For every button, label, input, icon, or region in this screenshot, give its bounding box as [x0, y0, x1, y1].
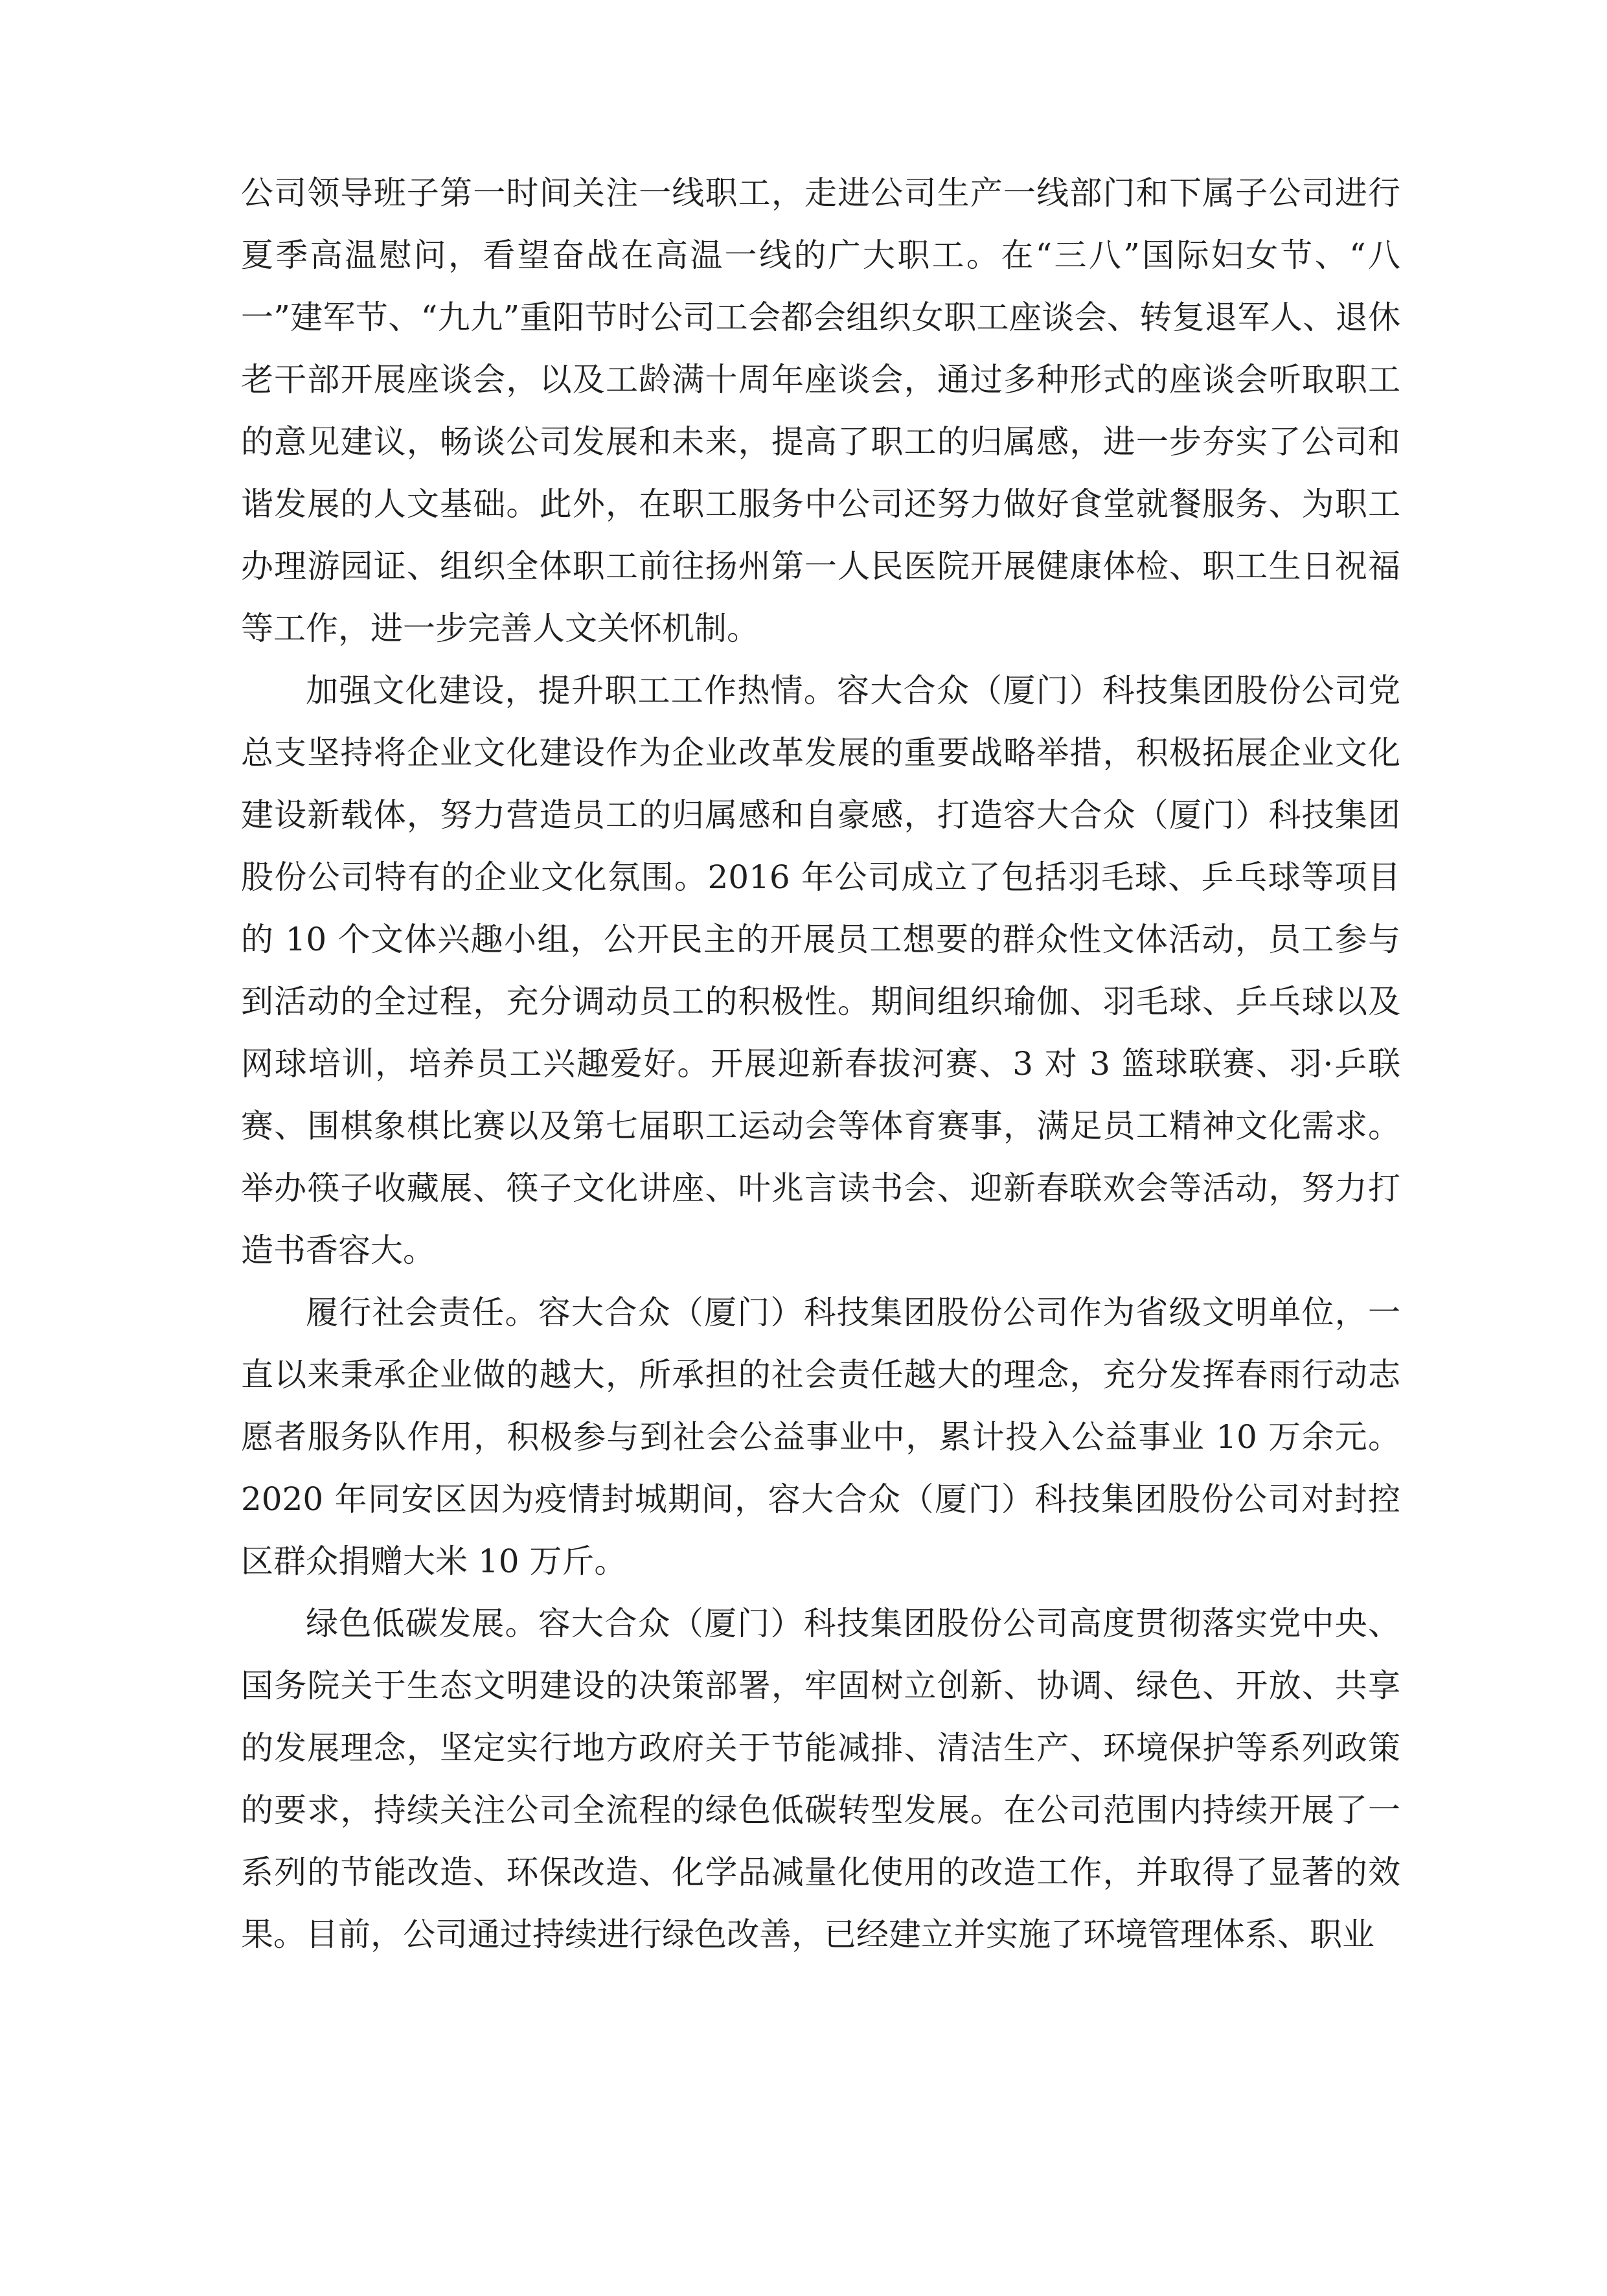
document-body — [241, 162, 1400, 1966]
paragraph-employee-care: 公司领导班子第一时间关注一线职工，走进公司生产一线部门和下属子公司进行夏季高温慰问，看望奋战在高温一线的广大职工。在“三八”国际妇女节、“八一”建军节、“九九”重阳节时公司工会都会组织女职工座谈会、转复退军人、退休老干部开展座谈会，以及工龄满十周年座谈会，通过多种形式的座谈会听取职工的意见建议，畅谈公司发展和未来，提高了职工的归属感，进一步夯实了公司和谐发展的人文基础。此外，在职工服务中公司还努力做好食堂就餐服务、为职工办理游园证、组织全体职工前往扬州第一人民医院开展健康体检、职工生日祝福等工作，进一步完善人文关怀机制。 — [241, 174, 1400, 647]
paragraph-social-responsibility: 履行社会责任。容大合众（厦门）科技集团股份公司作为省级文明单位，一直以来秉承企业做的越大，所承担的社会责任越大的理念，充分发挥春雨行动志愿者服务队作用，积极参与到社会公益事业中，累计投入公益事业 10 万余元。2020 年同安区因为疫情封城期间，容大合众（厦门）科技集团股份公司对封控区群众捐赠大米 10 万斤。 — [241, 1294, 1400, 1580]
paragraph-culture-building: 加强文化建设，提升职工工作热情。容大合众（厦门）科技集团股份公司党总支坚持将企业文化建设作为企业改革发展的重要战略举措，积极拓展企业文化建设新载体，努力营造员工的归属感和自豪感，打造容大合众（厦门）科技集团股份公司特有的企业文化氛围。2016 年公司成立了包括羽毛球、乒乓球等项目的 10 个文体兴趣小组，公开民主的开展员工想要的群众性文体活动，员工参与到活动的全过程，充分调动员工的积极性。期间组织瑜伽、羽毛球、乒乓球以及网球培训，培养员工兴趣爱好。开展迎新春拔河赛、3 对 3 篮球联赛、羽·乒联赛、围棋象棋比赛以及第七届职工运动会等体育赛事，满足员工精神文化需求。举办筷子收藏展、筷子文化讲座、叶兆言读书会、迎新春联欢会等活动，努力打造书香容大。 — [241, 672, 1400, 1269]
paragraph-green-development: 绿色低碳发展。容大合众（厦门）科技集团股份公司高度贯彻落实党中央、国务院关于生态文明建设的决策部署，牢固树立创新、协调、绿色、开放、共享的发展理念，坚定实行地方政府关于节能减排、清洁生产、环境保护等系列政策的要求，持续关注公司全流程的绿色低碳转型发展。在公司范围内持续开展了一系列的节能改造、环保改造、化学品减量化使用的改造工作，并取得了显著的效果。目前，公司通过持续进行绿色改善，已经建立并实施了环境管理体系、职业 — [241, 1605, 1400, 1953]
